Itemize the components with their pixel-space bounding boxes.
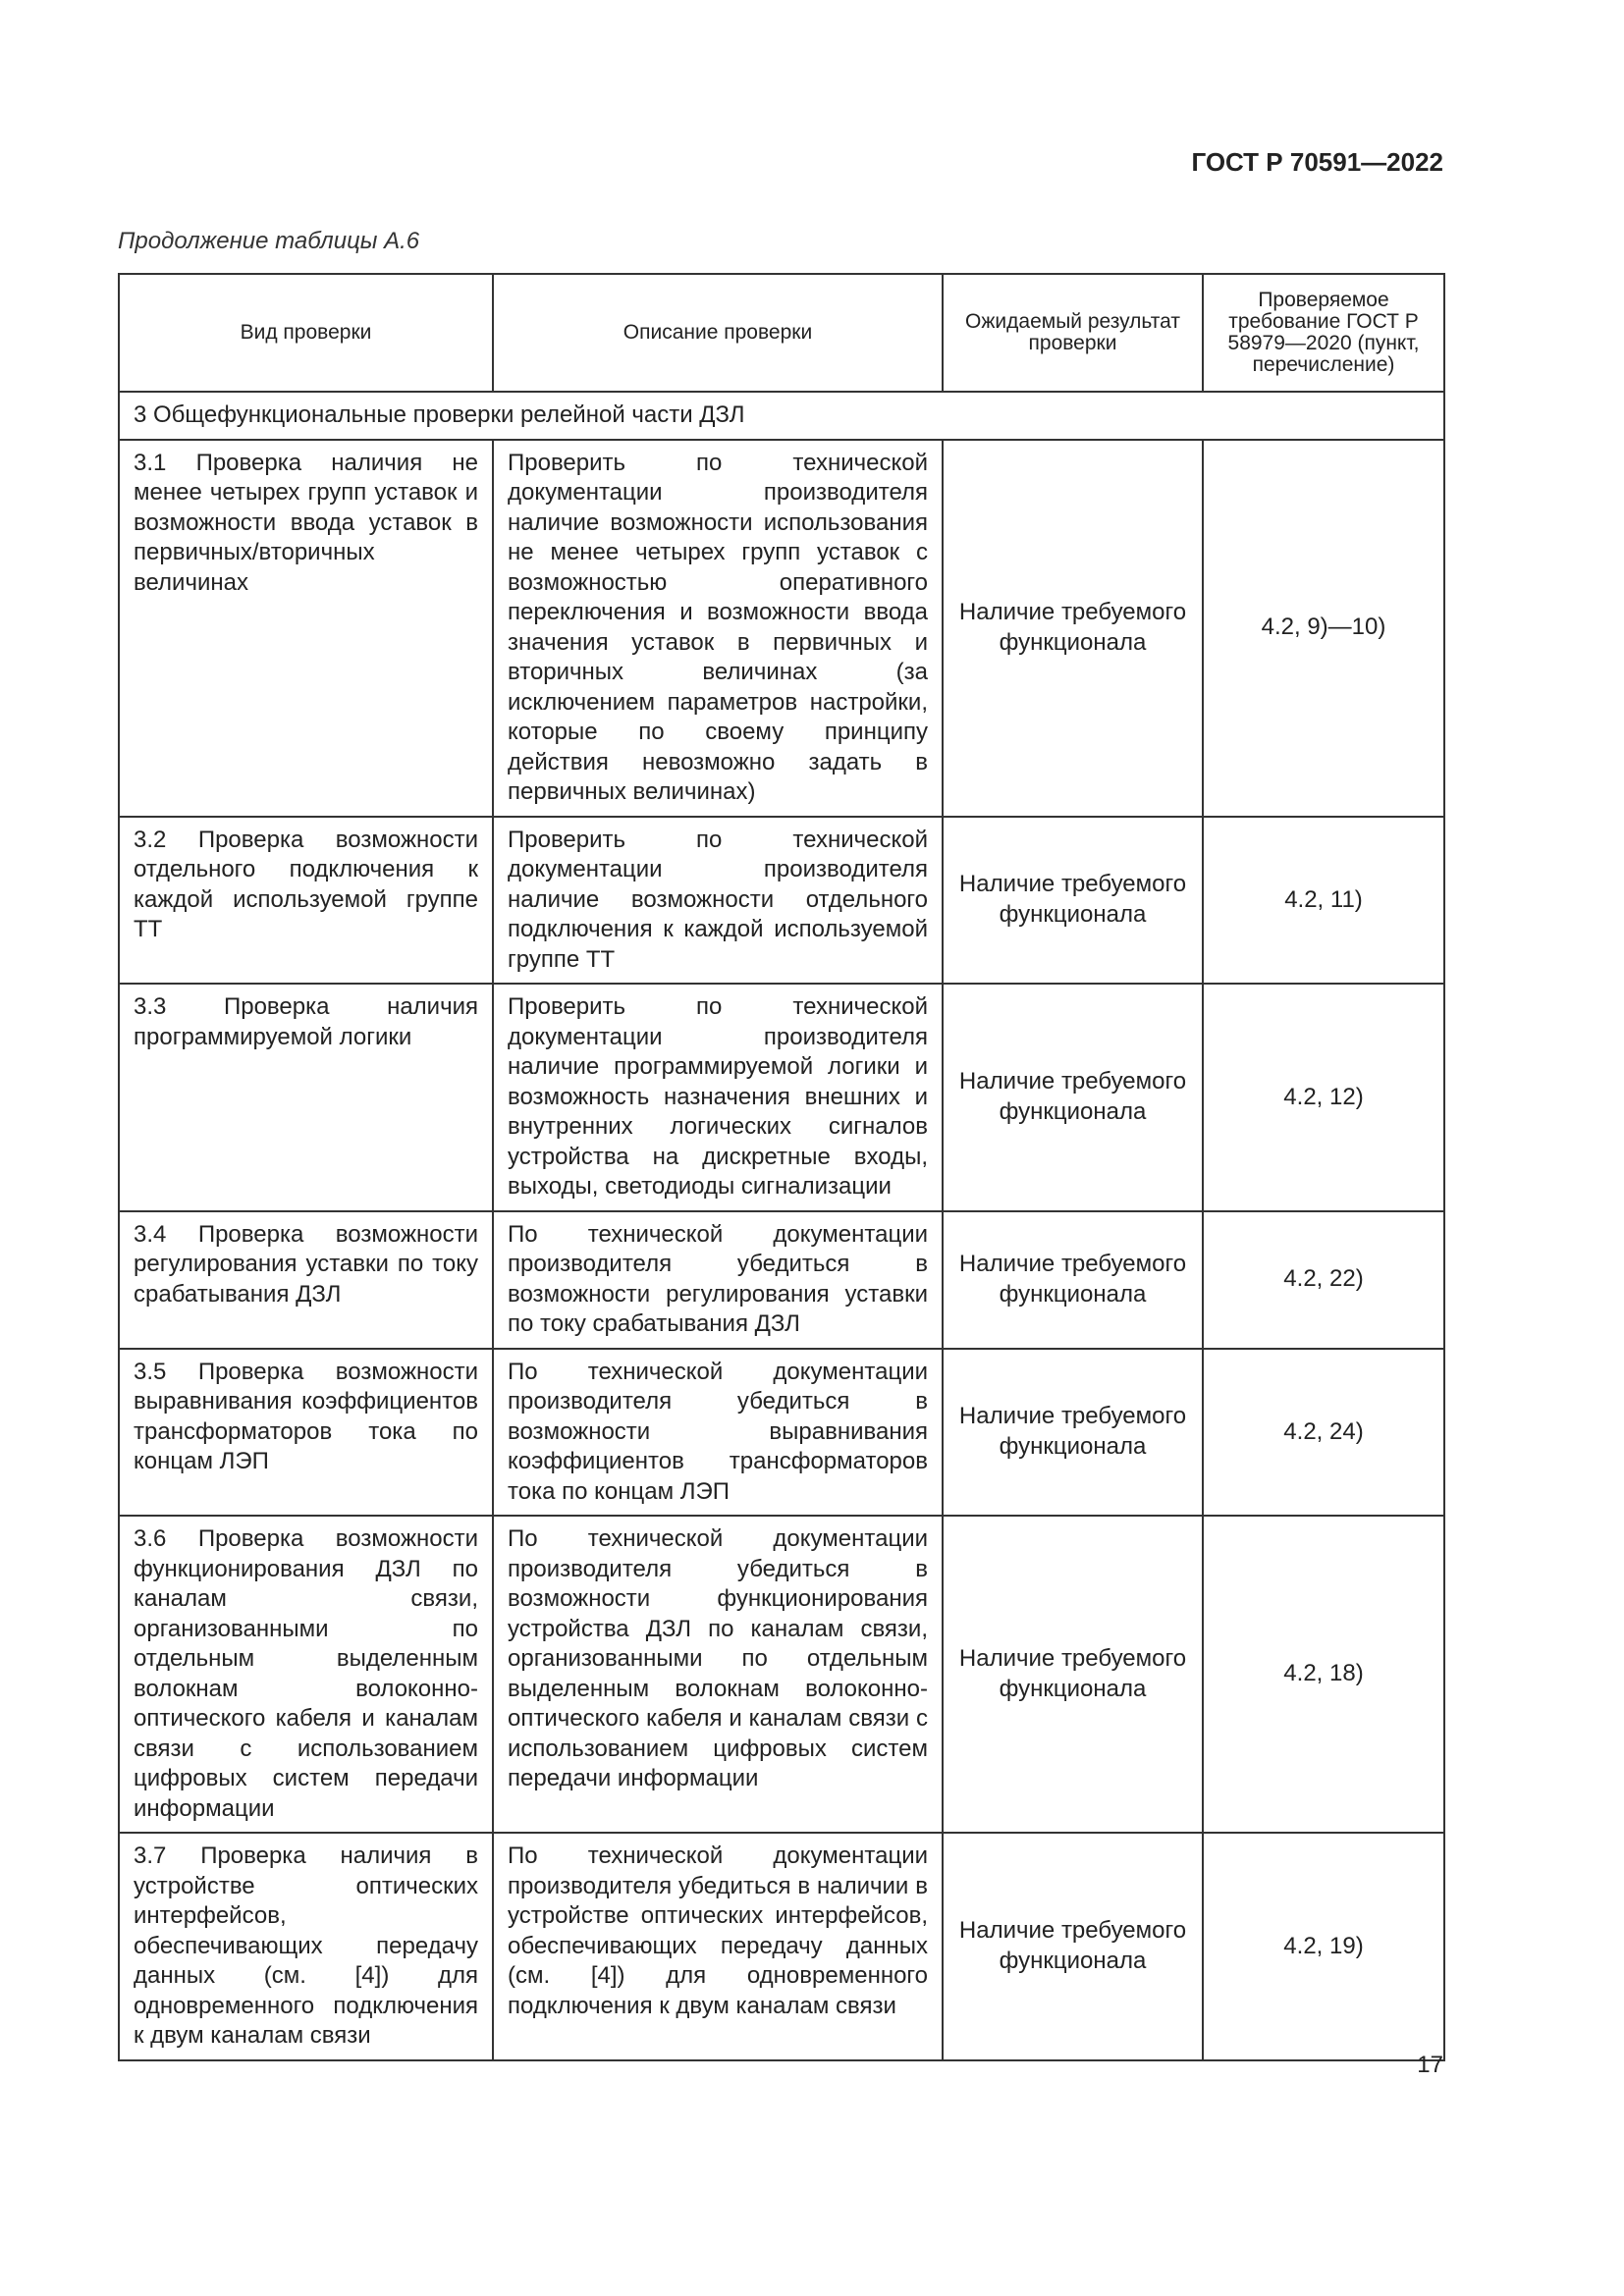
requirement-cell: 4.2, 9)—10) [1203, 440, 1444, 817]
expected-result-cell: Наличие требуемого функционала [943, 440, 1203, 817]
table-caption: Продолжение таблицы А.6 [118, 228, 420, 254]
column-header-check-type: Вид проверки [119, 274, 493, 392]
requirement-cell: 4.2, 11) [1203, 817, 1444, 985]
column-header-expected-result: Ожидаемый результат проверки [943, 274, 1203, 392]
description-cell: По технической документации производителя убедиться в возможности регулирования уставки по току срабатывания ДЗЛ [493, 1211, 943, 1349]
description-cell: По технической документации производителя убедиться в наличии в устройстве оптических интерфейсов, обеспечивающих передачу данных (см. [4]) для одновременного подключения к двум каналам связи [493, 1833, 943, 2060]
requirement-cell: 4.2, 12) [1203, 984, 1444, 1211]
description-cell: Проверить по технической документации производителя наличие возможности отдельного подключения к каждой используемой группе ТТ [493, 817, 943, 985]
section-title: 3 Общефункциональные проверки релейной части ДЗЛ [119, 392, 1444, 440]
column-header-requirement: Проверяемое требование ГОСТ Р 58979—2020 (пункт, перечисление) [1203, 274, 1444, 392]
expected-result-cell: Наличие требуемого функционала [943, 1516, 1203, 1833]
check-type-cell: 3.5 Проверка возможности выравнивания коэффициентов трансформаторов тока по концам ЛЭП [119, 1349, 493, 1517]
checks-table [118, 273, 1445, 2061]
requirement-cell: 4.2, 18) [1203, 1516, 1444, 1833]
table-row [119, 440, 1444, 817]
table-row [119, 984, 1444, 1211]
table-row [119, 1349, 1444, 1517]
document-code: ГОСТ Р 70591—2022 [1191, 147, 1443, 177]
expected-result-cell: Наличие требуемого функционала [943, 817, 1203, 985]
check-type-cell: 3.3 Проверка наличия программируемой логики [119, 984, 493, 1211]
section-row [119, 392, 1444, 440]
page-number: 17 [1417, 2052, 1443, 2078]
requirement-cell: 4.2, 19) [1203, 1833, 1444, 2060]
check-type-cell: 3.1 Проверка наличия не менее четырех групп уставок и возможности ввода уставок в первичных/вторичных величинах [119, 440, 493, 817]
check-type-cell: 3.4 Проверка возможности регулирования уставки по току срабатывания ДЗЛ [119, 1211, 493, 1349]
expected-result-cell: Наличие требуемого функционала [943, 1211, 1203, 1349]
expected-result-cell: Наличие требуемого функционала [943, 1833, 1203, 2060]
expected-result-cell: Наличие требуемого функционала [943, 984, 1203, 1211]
requirement-cell: 4.2, 22) [1203, 1211, 1444, 1349]
table-header-row [119, 274, 1444, 392]
check-type-cell: 3.2 Проверка возможности отдельного подключения к каждой используемой группе ТТ [119, 817, 493, 985]
check-type-cell: 3.6 Проверка возможности функционирования ДЗЛ по каналам связи, организованными по отдельным выделенным волокнам волоконно-оптического кабеля и каналам связи с использованием цифровых систем передачи информации [119, 1516, 493, 1833]
description-cell: По технической документации производителя убедиться в возможности функционирования устройства ДЗЛ по каналам связи, организованными по отдельным выделенным волокнам волоконно-оптического кабеля и каналам связи с использованием цифровых систем передачи информации [493, 1516, 943, 1833]
column-header-description: Описание проверки [493, 274, 943, 392]
description-cell: По технической документации производителя убедиться в возможности выравнивания коэффициентов трансформаторов тока по концам ЛЭП [493, 1349, 943, 1517]
table-row [119, 1211, 1444, 1349]
table-row [119, 817, 1444, 985]
description-cell: Проверить по технической документации производителя наличие возможности использования не менее четырех групп уставок с возможностью оперативного переключения и возможности ввода значения уставок в первичных и вторичных величинах (за исключением параметров настройки, которые по своему принципу действия невозможно задать в первичных величинах) [493, 440, 943, 817]
expected-result-cell: Наличие требуемого функционала [943, 1349, 1203, 1517]
description-cell: Проверить по технической документации производителя наличие программируемой логики и возможность назначения внешних и внутренних логических сигналов устройства на дискретные входы, выходы, светодиоды сигнализации [493, 984, 943, 1211]
table-row [119, 1516, 1444, 1833]
table-row [119, 1833, 1444, 2060]
check-type-cell: 3.7 Проверка наличия в устройстве оптических интерфейсов, обеспечивающих передачу данных (см. [4]) для одновременного подключения к двум каналам связи [119, 1833, 493, 2060]
requirement-cell: 4.2, 24) [1203, 1349, 1444, 1517]
